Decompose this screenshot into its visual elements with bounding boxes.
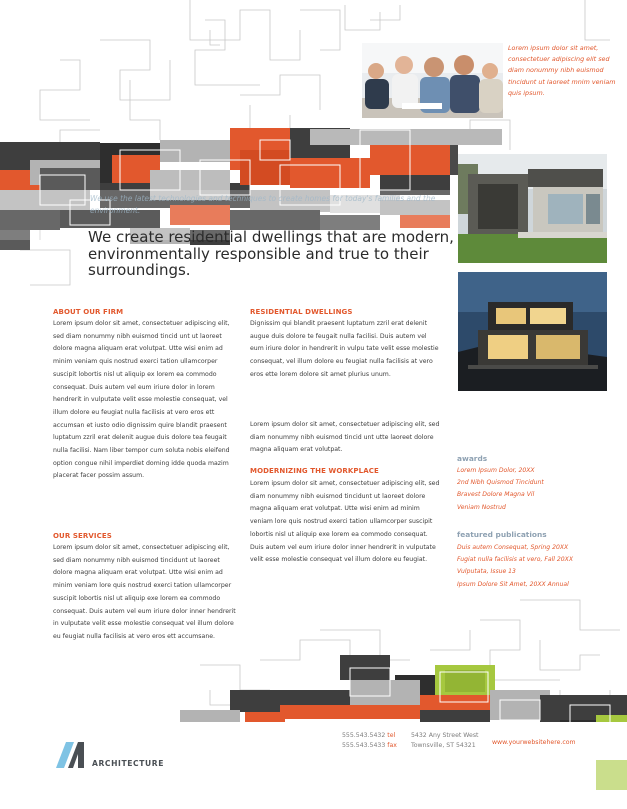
services-title: OUR SERVICES: [53, 532, 112, 540]
website-link[interactable]: www.yourwebsitehere.com: [492, 739, 576, 746]
team-photo: [362, 43, 503, 118]
workplace-title: MODERNIZING THE WORKPLACE: [250, 467, 379, 475]
headline: We create residential dwellings that are modern, environmentally responsible and true to their surroundings.: [88, 228, 454, 279]
fax-label: fax: [387, 742, 397, 749]
house-photo-night: [458, 272, 607, 391]
logo-text: ARCHITECTURE: [92, 759, 164, 768]
award-item: Veniam Nostrud: [457, 503, 506, 511]
award-item: Lorem Ipsum Dolor, 20XX: [457, 467, 535, 474]
house-photo-day: [458, 154, 607, 263]
footer-phones: [342, 731, 397, 751]
tagline: We use the latest technologies and techniques to create homes for today's families and the environment.: [90, 194, 436, 215]
phone-label: tel: [387, 732, 396, 739]
award-item: 2nd Nibh Quismod Tincidunt: [457, 479, 544, 487]
phone-number: 555.543.5432: [342, 732, 386, 739]
about-body: Lorem ipsum dolor sit amet, consectetuer adipiscing elit, sed diam nonummy nibh euismod tincid unt ut laoreet dolore magna aliquam erat volutpat. Utte wisi enim ad minim veniam quis nostrud exerci tation ullamcorper suscipit lobortis nisl ut aliquip ex lorem ea commodo consequat. Duis autem vel eum iriure dolor in lorem hendrerit in vulputate velit esse molestie consequat, vel illum dolore eu feugiat nulla facilisis at vero eros ett accumsan et iusto odio dignissim quire blandit praesent luptatum zzril erat delenit augue duis dolore tea feugait nulla facilisi. Nam liber tempor cum soluta nobis eleifend option congue nihil imperdiet doming idde quoda mazim placerat facer possim assum.: [53, 320, 230, 480]
residential-title: RESIDENTIAL DWELLINGS: [250, 308, 353, 316]
publication-item: Fugiat nulla facilisis at vero, Fall 20XX: [457, 556, 574, 564]
footer-address: [411, 731, 478, 751]
address-line-2: Townsville, ST 54321: [411, 742, 476, 749]
publications-list: [457, 542, 617, 591]
awards-list: [457, 465, 607, 514]
residential-body-2: Lorem ipsum dolor sit amet, consectetuer adipiscing elit, sed diam nonummy nibh euismod tincid unt utte laoreet dolore magna aliquam erat volutpat.: [250, 421, 440, 454]
services-body: Lorem ipsum dolor sit amet, consectetuer adipiscing elit, sed diam nonummy nibh euismod tincidunt ut laoreet dolore magna aliquam erat volutpat. Utte wisi enim ad minim veniam lore quis nostrud exerci tation ullamcorper suscipit lobortis nisl ut aliquip exe lorem ea commodo consequat. Duis autem vel eum iriure dolor inner hendrerit in vulputate velit esse molestie consequat vel illum dolore eu feugiat nulla facilisis at vero eros ett accumsane.: [53, 544, 236, 640]
publications-title: featured publications: [457, 530, 547, 539]
intro-text: Lorem ipsum dolor sit amet, consectetuer adipiscing elit sed diam nonummy nibh euismod tincidunt ut laoreet mnim veniam quis ipsum.: [508, 44, 616, 97]
publication-item: Vulputata, Issue 13: [457, 568, 516, 576]
awards-title: awards: [457, 454, 488, 463]
about-title: ABOUT OUR FIRM: [53, 308, 124, 316]
publication-item: Ipsum Dolore Sit Amet, 20XX Annual: [457, 580, 569, 588]
publication-item: Duis autem Consequat, Spring 20XX: [457, 544, 569, 551]
residential-body-1: Dignissim qui blandit praesent luptatum zzril erat delenit augue duis dolore te feugait nulla facilisi. Duis autem vel eum iriure dolor in hendrerit in vulpu tate velit esse molestie consequat, vel illum dolore eu feugiat nulla facilisis at vero eros ette lorem dolore sit amet plurius unum.: [250, 320, 439, 378]
fax-number: 555.543.5433: [342, 742, 386, 749]
award-item: Bravest Dolore Magna Vil: [457, 491, 535, 499]
workplace-body: Lorem ipsum dolor sit amet, consectetuer adipiscing elit, sed diam nonummy nibh euismod tincidunt ut laoreet dolore magna aliquam erat volutpat. Utte wisi enim ad minim veniam lore quis nostrud exerci tation ullamcorper suscipit lobortis nisl ut aliquip exe lorem ea commodo consequat. Duis autem vel eum iriure dolor inner hendrerit in vulputate velit esse molestie consequat vel illum dolore eu feugiat.: [250, 480, 440, 564]
address-line-1: 5432 Any Street West: [411, 732, 479, 739]
